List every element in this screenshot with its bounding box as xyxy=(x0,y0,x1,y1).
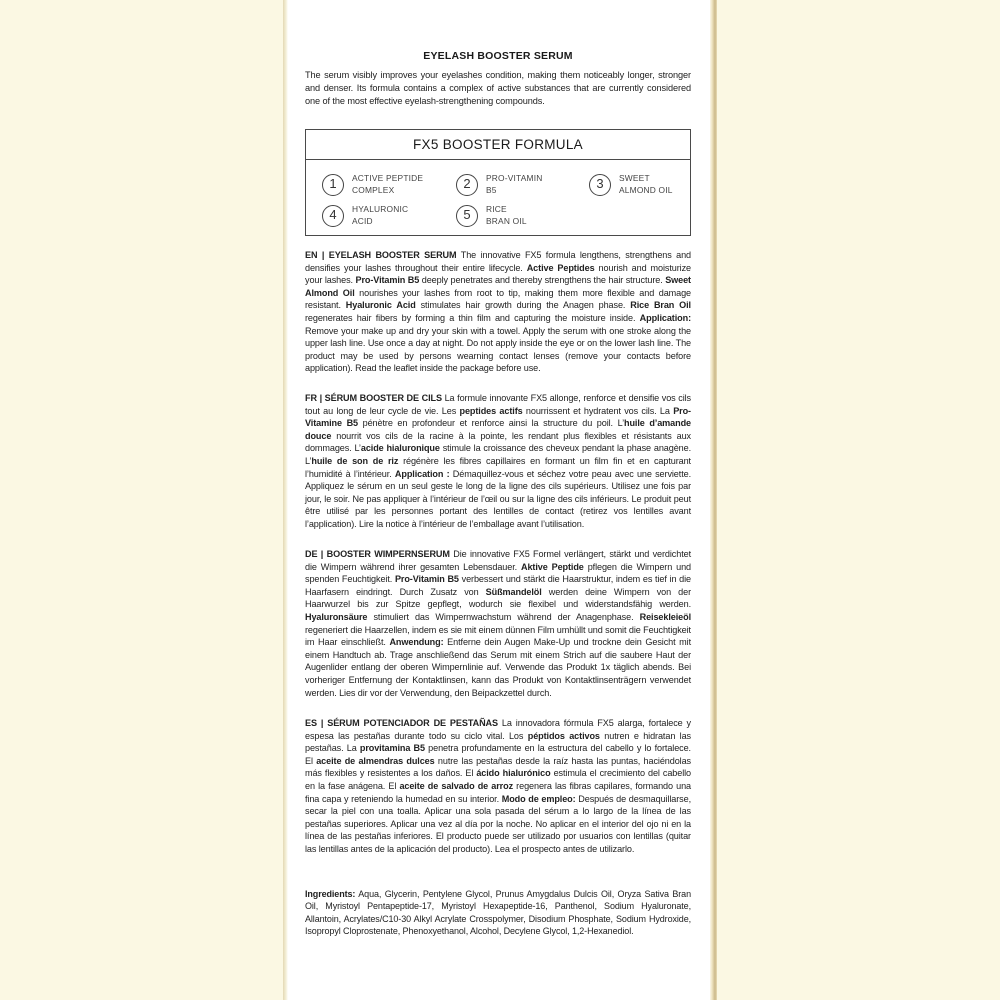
text-run: stimule la croissance des cheveux pendant la phase anagène. L’ xyxy=(305,443,692,466)
formula-item-1 xyxy=(322,173,430,196)
text-run: regeneriert die Haarzellen, indem es sie mit einem dünnen Film umhüllt und somit die Feuchtigkeit im Haar einschließt. xyxy=(305,624,691,648)
bold-run: provitamina B5 xyxy=(359,743,425,754)
bold-run: aceite de salvado de arroz xyxy=(399,780,514,791)
text-run: Remove your make up and dry your skin with a towel. Apply the serum with one stroke along the upper lash line. Use once a day at night. Do not apply inside the eye or on the lower lash line. The product may be used by persons wearning contact lenses (remove your contacts before application). Read the leaflet inside the package before use. xyxy=(305,325,691,374)
formula-item-label: ACTIVE PEPTIDE COMPLEX xyxy=(352,173,424,195)
text-run: pflegen die Wimpern und spenden Feuchtigkeit. xyxy=(305,561,691,585)
text-run: regenera las fibras capilares, formando una fina capa y reteniendo la humedad en su interior. xyxy=(305,780,691,804)
formula-item-4 xyxy=(322,204,414,227)
text-run: Después de desmaquillarse, secar la piel con una toalla. Aplicar una sola pasada del sérum a lo largo de la línea de las pestañas superiores. Aplicar una vez al día por la noche. No aplicar en el interior del ojo ni en la línea de las pestañas inferiores. El producto puede ser utilizado por usuarios con lentillas (quitar las lentillas antes de la aplicación del producto). Lea el prospecto antes de utilizarlo. xyxy=(305,793,691,854)
formula-item-label: RICE BRAN OIL xyxy=(486,204,527,226)
number-circle-icon: 5 xyxy=(456,205,478,227)
bold-run: EN | EYELASH BOOSTER SERUM xyxy=(305,250,457,260)
text-run: régénère les fibres capillaires en formant un film fin et en capturant l’humidité à l’intérieur. xyxy=(305,455,691,479)
bold-run: peptides actifs xyxy=(459,405,523,416)
section-fr xyxy=(305,392,691,531)
text-run: estimula el crecimiento del cabello en la fase anágena. El xyxy=(305,768,692,791)
number-circle-icon: 4 xyxy=(322,205,344,227)
text-run: nutren e hidratan las pestañas. La xyxy=(305,730,691,754)
text-run: Démaquillez-vous et séchez votre peau avec une serviette. Appliquez le sérum en un seul geste le long de la ligne des cils supérieurs. Utilisez une fois par jour, le soir. Ne pas appliquer à l’intérieur de l’œil ou sur la ligne des cils inférieurs. Le produit peut être utilisé par les personnes portant des lentilles de contact (retirez vos lentilles avant l’application). Lire la notice à l’intérieur de l’emballage avant l’utilisation. xyxy=(305,468,692,529)
number-circle-icon: 2 xyxy=(456,174,478,196)
bold-run: Application : xyxy=(394,468,450,479)
formula-item-label: SWEET ALMOND OIL xyxy=(619,173,673,195)
text-run: deeply penetrates and thereby strengthens the hair structure. xyxy=(419,275,666,286)
number-circle-icon: 1 xyxy=(322,174,344,196)
text-run: stimuliert das Wimpernwachstum während der Anagenphase. xyxy=(367,611,640,622)
section-es xyxy=(305,717,691,856)
bold-run: Hyaluronsäure xyxy=(305,611,368,622)
text-run: nutre las pestañas desde la raíz hasta las puntas, haciéndolas más flexibles y resistentes a los daños. El xyxy=(305,755,691,779)
bold-run: péptidos activos xyxy=(527,730,600,741)
formula-item-2 xyxy=(456,173,546,196)
bold-run: Hyaluronic Acid xyxy=(345,300,416,311)
bold-run: huile d’amande douce xyxy=(305,418,691,441)
text-run: pénètre en profondeur et renforce ainsi la structure du poil. L’ xyxy=(358,418,624,429)
ingredients-paragraph xyxy=(305,888,691,938)
formula-item-label: HYALURONIC ACID xyxy=(352,204,409,226)
bold-run: aceite de almendras dulces xyxy=(316,755,435,766)
bold-run: Active Peptides xyxy=(526,262,595,273)
formula-item-3 xyxy=(589,173,681,196)
bold-run: Pro-Vitamine B5 xyxy=(305,405,691,429)
page-title: EYELASH BOOSTER SERUM xyxy=(423,50,573,62)
formula-item-label: PRO-VITAMIN B5 xyxy=(486,173,543,195)
bold-run: Pro-Vitamin B5 xyxy=(355,275,420,286)
text-run: regenerates hair fibers by forming a thin film and capturing the moisture inside. xyxy=(305,312,640,323)
text-run: The innovative FX5 formula lengthens, strengthens and densifies your lashes throughout their entire lifecycle. xyxy=(305,250,691,273)
section-en xyxy=(305,249,691,375)
bold-run: Rice Bran Oil xyxy=(630,300,691,311)
text-run: La innovadora fórmula FX5 alarga, fortalece y espesa las pestañas durante todo su ciclo vital. Los xyxy=(305,718,691,741)
formula-box xyxy=(305,129,691,236)
text-run: nourishes your lashes from root to tip, making them more flexible and damage resistant. xyxy=(305,287,691,311)
text-run: La formule innovante FX5 allonge, renforce et densifie vos cils tout au long de leur cycle de vie. Les xyxy=(305,393,691,416)
bold-run: FR | SÉRUM BOOSTER DE CILS xyxy=(305,393,442,403)
number-circle-icon: 3 xyxy=(589,174,611,196)
formula-title: FX5 BOOSTER FORMULA xyxy=(306,130,690,160)
bold-run: Anwendung: xyxy=(389,637,444,648)
bold-run: Application: xyxy=(639,312,691,323)
ingredients-label: Ingredients: xyxy=(305,889,356,899)
text-run: Entferne dein Augen Make-Up und trockne dein Gesicht mit einem Handtuch ab. Trage anschließend das Serum mit einem Strich auf die saubere Haut der Augenlider entlang der oberen Wimpernlinie auf. Verwende das Produkt 1x täglich abends. Bei vorheriger Entfernung der Kontaktlinsen, kann das Produkt von Kontaktlinsenträgern verwendet werden. Lies dir vor der Verwendung, den Beipackzettel durch. xyxy=(305,637,692,698)
text-run: penetra profundamente en la estructura del cabello y lo fortalece. El xyxy=(305,743,691,766)
text-run: Die innovative FX5 Formel verlängert, stärkt und verdichtet die Wimpern während ihrer gesamten Lebensdauer. xyxy=(305,549,692,572)
bold-run: Pro-Vitamin B5 xyxy=(394,574,459,585)
bold-run: Sweet Almond Oil xyxy=(305,275,691,298)
text-run: verbessert und stärkt die Haarstruktur, indem es tief in die Haarfasern eindringt. Durch Zusatz von xyxy=(305,574,691,597)
text-run: stimulates hair growth during the Anagen phase. xyxy=(415,300,631,311)
bold-run: DE | BOOSTER WIMPERNSERUM xyxy=(305,549,450,559)
section-de xyxy=(305,548,691,699)
bold-run: ES | SÉRUM POTENCIADOR DE PESTAÑAS xyxy=(305,718,498,728)
text-run: werden deine Wimpern von der Haarwurzel bis zur Spitze gepflegt, wodurch sie flexibel und widerstandsfähig werden. xyxy=(305,586,691,610)
bold-run: Modo de empleo: xyxy=(501,793,576,804)
bold-run: Reisekleieöl xyxy=(639,611,691,622)
text-run: nourish and moisturize your lashes. xyxy=(305,262,691,286)
bold-run: huile de son de riz xyxy=(311,455,399,466)
text-run: nourrit vos cils de la racine à la pointe, les rendant plus flexibles et résistants aux dommages. L’ xyxy=(305,430,691,454)
bold-run: ácido hialurónico xyxy=(476,768,551,779)
intro-paragraph: The serum visibly improves your eyelashes condition, making them noticeably longer, stronger and denser. Its formula contains a complex of active substances that are currently considered one of the most effective eyelash-strengthening compounds. xyxy=(305,70,691,107)
text-run: nourrissent et hydratent vos cils. La xyxy=(522,405,674,416)
ingredients-text: Aqua, Glycerin, Pentylene Glycol, Prunus Amygdalus Dulcis Oil, Oryza Sativa Bran Oil, Myristoyl Pentapeptide-17, Myristoyl Hexapeptide-16, Panthenol, Sodium Hyaluronate, Allantoin, Acrylates/C10-30 Alkyl Acrylate Crosspolymer, Disodium Phosphate, Sodium Hydroxide, Isopropyl Cloprostenate, Phenoxyethanol, Alcohol, Decylene Glycol, 1,2-Hexanediol. xyxy=(305,889,691,937)
bold-run: Süßmandelöl xyxy=(485,586,542,597)
formula-item-5 xyxy=(456,204,530,227)
bold-run: Aktive Peptide xyxy=(521,561,584,572)
bold-run: acide hialuronique xyxy=(360,443,440,454)
